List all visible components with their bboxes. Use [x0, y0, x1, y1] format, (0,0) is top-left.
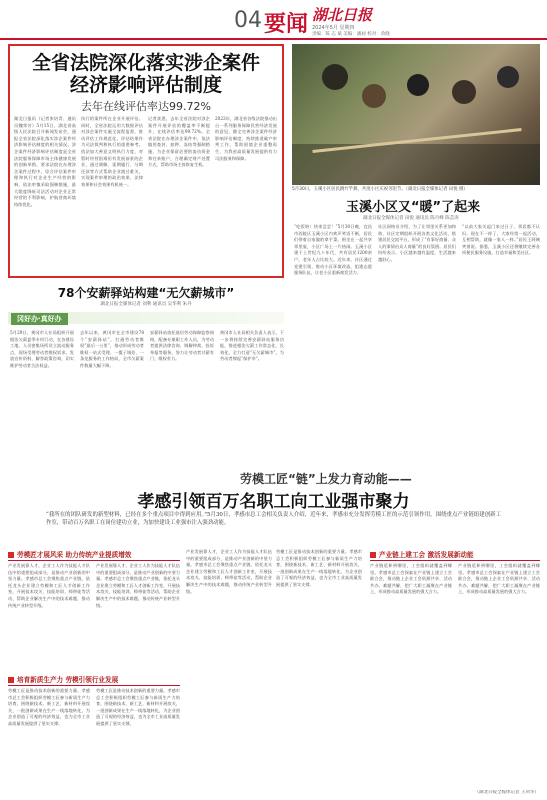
wage-column-4: 黄冈市人社局相关负责人表示，下一步将持续完善安薪驿站服务功能，推进根治欠薪工作常态化、长效化，全力打造“无欠薪城市”，为劳动者撑起“保护伞”。	[220, 330, 284, 362]
xiaogan-byline: （湖北日报全媒体记者 王剑华）	[474, 790, 539, 795]
wage-headline: 78个安薪驿站构建“无欠薪城市”	[57, 286, 235, 300]
newspaper-logo: 湖北日报	[312, 6, 373, 24]
editor-credits: 责编：陈 志 斌 美编：潘昶 校对：余晓	[312, 32, 390, 37]
wage-byline: 湖北日报全媒体记者 刘利 通讯员 吴华利 朱丹	[100, 302, 192, 307]
lead-headline-line2: 经济影响评估制度	[69, 74, 222, 96]
photo-caption: 5月30日，玉溪小区居民跳竹竿舞，共度小区庆祝邻里节。（湖北日报全媒体记者 田悦 摄）	[292, 187, 468, 192]
lead-column-4: 2023年，湖北省各级法院推动出台一系列服务保障民营经济发展的意见，健全完善涉企案件经济影响评估制度，持续推进破产审判工作，帮助困境企业重整再生，为我省高质量发展提供有力司法服务和保障。	[215, 116, 277, 161]
lead-article-box	[8, 44, 284, 278]
subhead-model-workers: 劳模匠才展风采 助力传统产业提质增效	[8, 549, 131, 559]
lead-subhead: 去年在线评估率达99.72%	[81, 100, 211, 113]
issue-date: 2024年5月 星期四	[312, 25, 355, 31]
xiaogan-kicker: 劳模工匠“链”上发力育动能——	[240, 472, 412, 486]
productivity-col1: 劳模工匠是推动技术创新的重要力量。孝感市总工会积极组织劳模工匠参与新质生产力培育，围绕新技术、新工艺、新材料开展攻关，一批创新成果在生产一线落地转化，为企业创造了可观的经济效益，也为全市工业高质量发展提供了坚实支撑。	[8, 688, 90, 726]
community-byline: 湖北日报全媒体记者 田悦 通讯员 陈月峰 陈芸涛	[363, 216, 459, 221]
lead-headline	[18, 52, 274, 96]
column-banner	[8, 312, 284, 324]
masthead	[0, 0, 547, 40]
lead-column-2: 执行的案件所在企业开展评估。同时，全省法院运用大数据评估对涉企案件实施全流程监督，推动评估工作规范化。评估结果作为司法裁判和执行的重要参考。依法加大善意文明执行力度，对暂时经营困难但有发展前景的企业，通过调解、延期履行、分期还款等方式帮助企业渡过难关，实现案件审理的政治效果、法律效果和社会效果有机统一。	[81, 116, 143, 187]
productivity-col2: 劳模工匠是推动技术创新的重要力量。孝感市总工会积极组织劳模工匠参与新质生产力培育，围绕新技术、新工艺、新材料开展攻关，一批创新成果在生产一线落地转化，为企业创造了可观的经济效益，也为全市工业高质量发展提供了坚实支撑。	[96, 688, 180, 726]
divider	[8, 560, 180, 561]
xiaogan-lead: “我所在的团队研发的新型材料，已经在多个重点项目中得到应用。”5月30日，孝感市总工会相关负责人介绍，近年来，孝感市充分发挥劳模工匠的示范引领作用，围绕重点产业链组建创新工作室，带动百万名职工在岗位建功立业，为加快建设工业强市注入强劲动能。	[46, 512, 501, 526]
lead-headline-line1: 全省法院深化落实涉企案件	[31, 52, 260, 74]
community-column-1: “吃饭咯！快来尝尝！”5月30日晚，宜昌市西陵区玉溪小区内欢声笑语不断，居民们带着自家做的拿手菜，围坐在一起共享邻里宴，小区广场上一片热闹。玉溪小区建于上世纪九十年代，共有居民1200余户，老年人占比较大。近年来，社区通过党建引领，推动小区环境改造，组建志愿服务队伍，让老小区重新焕发活力。	[294, 224, 372, 276]
xiaogan-center-col2: 劳模工匠是推动技术创新的重要力量。孝感市总工会积极组织劳模工匠参与新质生产力培育，围绕新技术、新工艺、新材料开展攻关，一批创新成果在生产一线落地转化，为企业创造了可观的经济效益，也为全市工业高质量发展提供了坚实支撑。	[276, 549, 362, 587]
lead-column-3: 记者获悉，去年全省法院对涉企案件开展评估的覆盖率不断提升，在线评估率达99.72%。全省法院在办理涉企案件中，依法慎用查封、扣押、冻结等强制措施，为企业保留必要的流动资金和往来账户，合理确定财产处置方式，帮助市场主体恢复生机。	[148, 116, 210, 168]
divider	[370, 560, 540, 561]
wage-column-3: 安薪驿站依托基层劳动保障监察网格，配备专兼职工作人员，为劳动者提供法律咨询、调解仲裁、投诉举报等服务，努力让劳动者讨薪有门、维权有力。	[150, 330, 214, 362]
union-chain-col2: 产业链延伸到哪里，工会组织就覆盖到哪里。孝感市总工会探索在产业链上建立工会联合会，推动链上企业工会资源共享、活动共办、难题共解，把广大职工凝聚在产业链上，形成推动高质量发展的强大合力。	[458, 563, 540, 595]
subhead-union-chain: 产业链上建工会 激活发展新动能	[370, 549, 474, 559]
news-photo	[292, 44, 540, 185]
divider	[8, 685, 180, 686]
subhead-new-productivity: 培育新质生产力 劳模引领行业发展	[8, 674, 118, 684]
community-headline: 玉溪小区又“暖”了起来	[346, 200, 481, 215]
union-chain-col1: 产业链延伸到哪里，工会组织就覆盖到哪里。孝感市总工会探索在产业链上建立工会联合会，推动链上企业工会资源共享、活动共办、难题共解，把广大职工凝聚在产业链上，形成推动高质量发展的强大合力。	[370, 563, 452, 595]
column-banner-label: 冈好办·真好办	[11, 313, 68, 325]
xiaogan-center-col1: 产业发展靠人才，企业工人作为技能人才队伍中的重要组成部分，是推动产业创新的中坚力量。孝感市总工会聚焦重点产业链，依托龙头企业建立劳模和工匠人才创新工作室，开展技术攻关、技能培训、师带徒等活动，帮助企业解决生产中的技术难题，推动传统产业转型升级。	[186, 549, 272, 594]
page-number: 04	[234, 8, 262, 33]
community-column-2: 社区网格员介绍，为了让邻里关系更加和谐，社区定期组织开展各类文化活动，搭建居民交流平台，形成了“有事好商量、众人的事情由众人商量”的良好氛围。居民们纷纷表示，小区越来越有温度，生活越来越舒心。	[378, 224, 456, 262]
xiaogan-headline: 孝感引领百万名职工向工业强市聚力	[137, 492, 410, 512]
model-workers-col1: 产业发展靠人才，企业工人作为技能人才队伍中的重要组成部分，是推动产业创新的中坚力量。孝感市总工会聚焦重点产业链，依托龙头企业建立劳模和工匠人才创新工作室，开展技术攻关、技能培训、师带徒等活动，帮助企业解决生产中的技术难题，推动传统产业转型升级。	[8, 563, 90, 608]
lead-column-1: 湖北日报讯（记者张培青、通讯员魏荣芳）5月15日，湖北省高级人民法院召开新闻发布会，通报全省法院深化落实涉企案件经济影响评估制度的相关情况。涉企案件经济影响评估制度是全省法院服务保障市场主体健康发展的创新举措，要求法院在办理涉企案件过程中，综合评估案件审理和执行对企业生产经营的影响，依法审慎采取强制措施，最大限度降低司法活动对企业正常经营的不利影响，护航营商环境持续优化。	[14, 116, 76, 207]
wage-column-2: 去年以来，黄冈市在全市建设78个“安薪驿站”，打通劳动者维权“最后一公里”，推动形成劳动者维权一站式受理、一揽子调处、一条龙服务的工作格局，全市欠薪案件数量大幅下降。	[80, 330, 144, 368]
community-column-3: “以前大家关起门来过日子，邻居都不认识。现在不一样了，大家经常一起活动，互相帮助，就像一家人一样。”居民王阿姨笑着说。据悉，玉溪小区还将继续完善各项便民服务设施，打造幸福和美社区。	[462, 224, 540, 256]
wage-column-1: 5月29日，黄冈市人社局组织开展根治欠薪夏季专项行动，在各建设工地、人员密集场所设立流动服务点，现场受理劳动者维权诉求，发放宣传资料，解答政策咨询，切实维护劳动者合法权益。	[10, 330, 74, 368]
section-title: 要闻	[264, 12, 309, 37]
model-workers-col2: 产业发展靠人才，企业工人作为技能人才队伍中的重要组成部分，是推动产业创新的中坚力量。孝感市总工会聚焦重点产业链，依托龙头企业建立劳模和工匠人才创新工作室，开展技术攻关、技能培训、师带徒等活动，帮助企业解决生产中的技术难题，推动传统产业转型升级。	[96, 563, 180, 608]
